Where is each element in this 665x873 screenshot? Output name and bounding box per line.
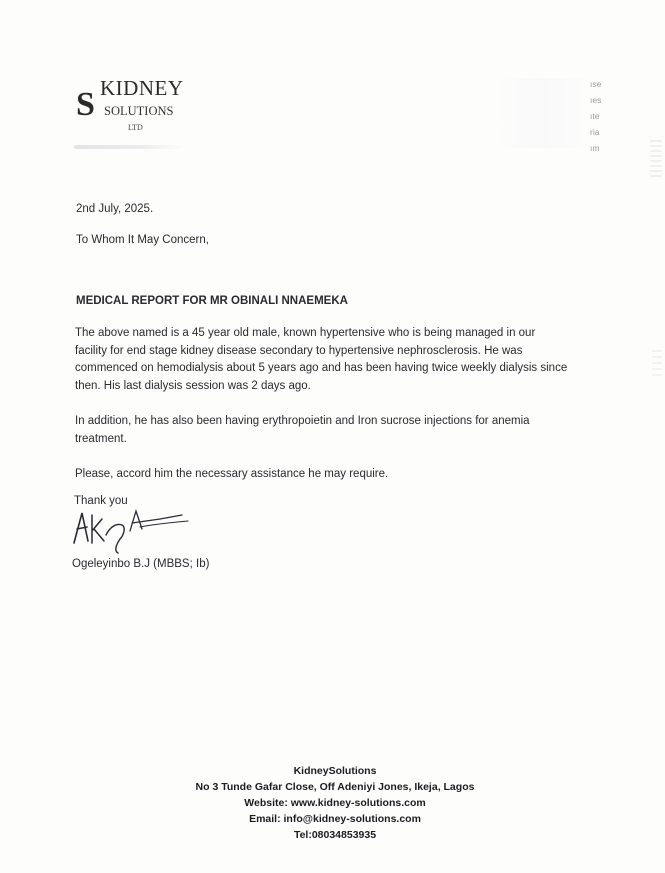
right-snippet: ıte [590, 111, 600, 121]
paragraph-line: treatment. [75, 432, 127, 445]
company-logo [74, 76, 194, 146]
footer-website: Website: www.kidney-solutions.com [244, 797, 426, 809]
paragraph-line: then. His last dialysis session was 2 days ago. [75, 379, 311, 392]
paragraph-line: commenced on hemodialysis about 5 years ago and has been having twice weekly dialysis since [75, 362, 568, 374]
paragraph-3 [75, 466, 388, 484]
report-title: MEDICAL REPORT FOR MR OBINALI NNAEMEKA [76, 295, 348, 307]
paragraph-2 [75, 413, 530, 448]
right-snippet: ria [590, 127, 600, 137]
faint-letterhead-line [74, 145, 184, 149]
salutation: To Whom It May Concern, [76, 234, 209, 246]
logo-s-mark: S [76, 86, 95, 123]
logo-sub: SOLUTIONS [104, 104, 174, 118]
letter-date: 2nd July, 2025. [76, 203, 154, 215]
faint-header-text [500, 78, 585, 148]
footer-address: No 3 Tunde Gafar Close, Off Adeniyi Jones, Ikeja, Lagos [195, 781, 475, 793]
letter-footer [180, 763, 490, 843]
right-snippet: ıes [590, 95, 602, 105]
handwritten-signature [70, 505, 200, 555]
scan-edge-noise [652, 350, 662, 380]
header-right-snippets [590, 76, 601, 156]
paragraph-line: In addition, he has also been having erythropoietin and Iron sucrose injections for anemia [75, 415, 530, 427]
logo-name: KIDNEY [100, 76, 184, 100]
paragraph-line: Please, accord him the necessary assistance he may require. [75, 468, 389, 480]
footer-company: KidneySolutions [293, 765, 377, 777]
footer-email: Email: info@kidney-solutions.com [249, 813, 421, 825]
paragraph-line: The above named is a 45 year old male, known hypertensive who is being managed in our [75, 327, 536, 339]
footer-tel: Tel:08034853935 [293, 829, 377, 841]
closing: Thank you [74, 495, 128, 507]
right-snippet: ım [590, 143, 600, 153]
right-snippet: ıse [590, 79, 602, 89]
paragraph-line: facility for end stage kidney disease secondary to hypertensive nephrosclerosis. He was [75, 344, 523, 357]
paragraph-1 [75, 325, 567, 395]
signer-name: Ogeleyinbo B.J (MBBS; Ib) [72, 558, 210, 570]
scan-edge-noise [650, 140, 662, 180]
logo-ltd: LTD [128, 123, 143, 132]
